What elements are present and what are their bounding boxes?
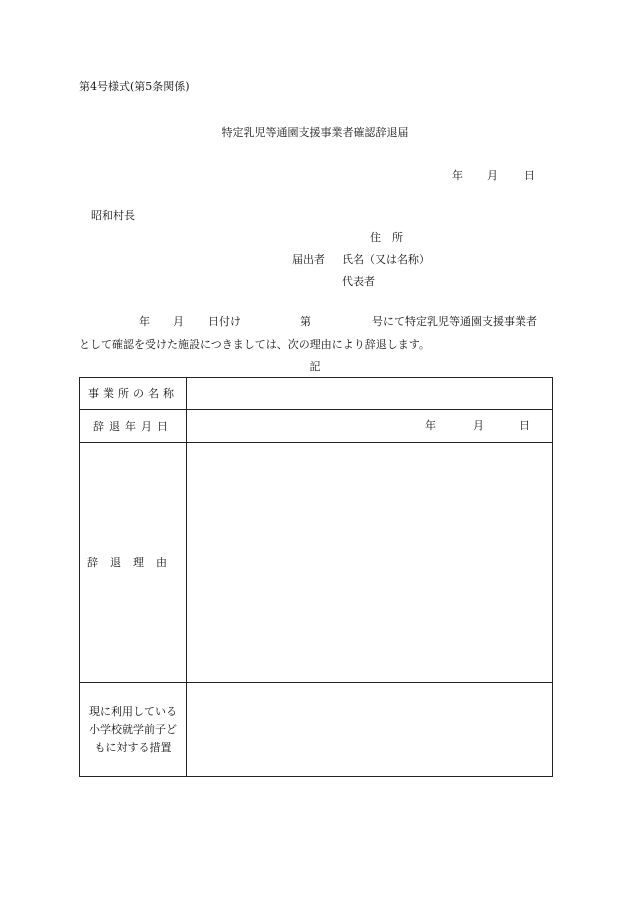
resign-date-field[interactable] [187,410,553,443]
measures-row [80,683,553,777]
detail-table [79,377,553,777]
resign-date-parts [187,410,552,442]
office-name-label: 事業所の名称 [88,387,178,400]
body-line1-rest: 号にて特定乳児等通園支援事業者 [372,315,537,328]
reason-row [80,443,553,683]
office-name-row [80,378,553,410]
document-title: 特定乳児等通園支援事業者確認辞退届 [221,126,409,139]
body-year: 年 [139,315,150,328]
measures-label: 現に利用している 小学校就学前子ど もに対する措置 [89,704,177,754]
office-name-label-cell [80,378,187,410]
resign-date-year: 年 [425,419,436,432]
body-number-prefix: 第 [300,315,311,328]
reason-label-cell [80,443,187,683]
body-date-suffix: 日付け [208,315,241,328]
filer-representative-label: 代表者 [342,275,375,288]
recipient: 昭和村長 [91,209,135,222]
reason-label: 辞退理由 [87,556,179,569]
resign-date-month: 月 [473,419,484,432]
resign-date-label: 辞退年月日 [93,419,173,433]
form-number: 第4号様式(第5条関係) [79,80,190,93]
filer-label: 届出者 [292,253,325,266]
office-name-field[interactable] [187,378,553,410]
resign-date-label-cell [80,410,187,443]
measures-label-cell [80,683,187,777]
measures-field[interactable] [187,683,553,777]
body-month: 月 [173,315,184,328]
filer-name-label: 氏名（又は名称） [342,253,430,266]
resign-date-day: 日 [519,419,530,432]
body-line2: として確認を受けた施設につきましては、次の理由により辞退します。 [79,338,430,351]
submission-date-day: 日 [524,169,535,182]
resign-date-row [80,410,553,443]
filer-address-label: 住 所 [370,231,403,244]
submission-date-month: 月 [487,169,498,182]
reason-field[interactable] [187,443,553,683]
submission-date-year: 年 [452,169,463,182]
memo-label: 記 [309,360,321,373]
